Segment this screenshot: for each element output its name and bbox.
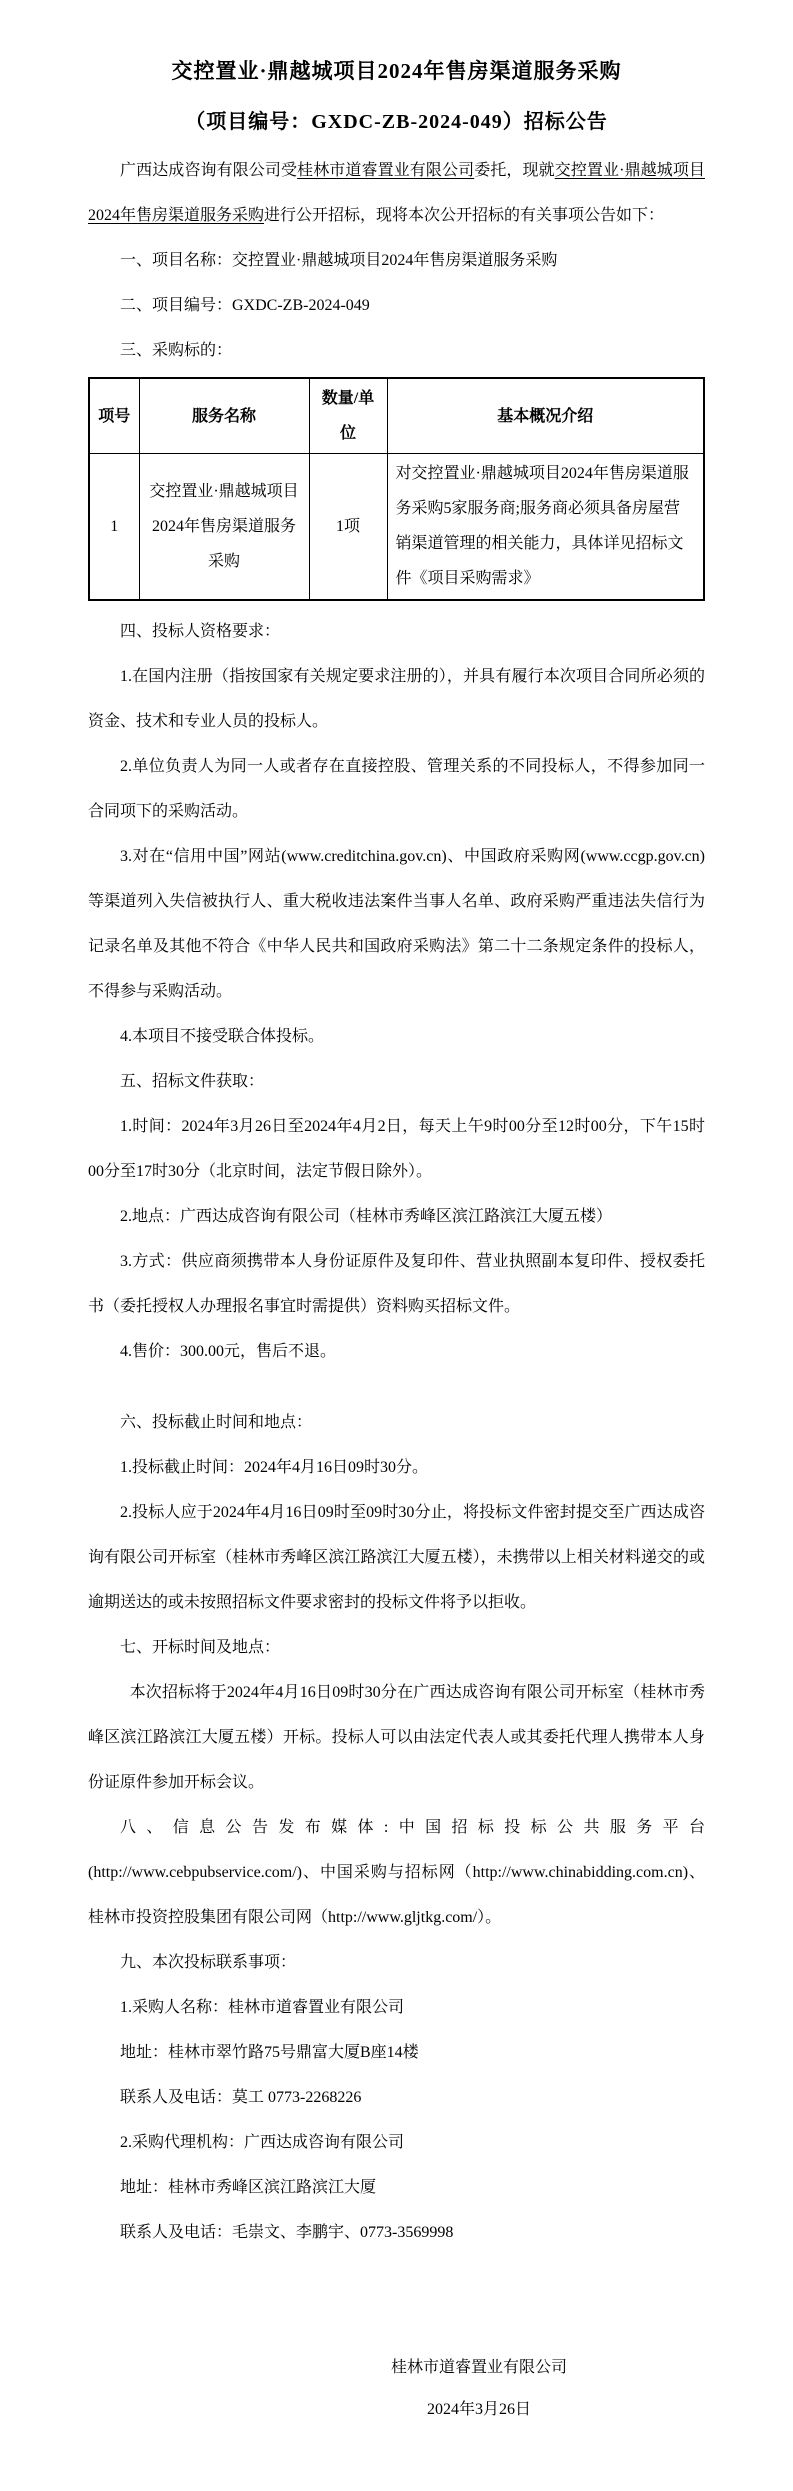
bid-submission-requirement: 2.投标人应于2024年4月16日09时至09时30分止，将投标文件密封提交至广西达成咨询有限公司开标室（桂林市秀峰区滨江路滨江大厦五楼），未携带以上相关材料递交的或逾期送达的或未按照招标文件要求密封的投标文件将予以拒收。 [88,1503,705,1611]
document-obtain-time: 1.时间：2024年3月26日至2024年4月2日，每天上午9时00分至12时00分，下午15时00分至17时30分（北京时间，法定节假日除外）。 [88,1117,705,1180]
doc-subtitle: （项目编号：GXDC-ZB-2024-049）招标公告 [185,111,608,133]
table-header-quantity: 数量/单位 [309,378,387,454]
qualification-item-4: 4.本项目不接受联合体投标。 [120,1027,325,1045]
bid-opening-paragraph: 本次招标将于2024年4月16日09时30分在广西达成咨询有限公司开标室（桂林市秀峰区滨江路滨江大厦五楼）开标。投标人可以由法定代表人或其委托代理人携带本人身份证原件参加开标会议。 [88,1683,705,1791]
purchaser-name: 1.采购人名称：桂林市道睿置业有限公司 [120,1998,405,2016]
signature-date: 2024年3月26日 [426,2400,531,2418]
section-1-project-name: 一、项目名称：交控置业·鼎越城项目2024年售房渠道服务采购 [120,252,558,269]
section-8-media: 八、信息公告发布媒体:中国招标投标公共服务平台(http://www.cebpubservice.com/)、中国采购与招标网（http://www.chinabidding.com.cn)、桂林市投资控股集团有限公司网（http://www.gljtkg.com/）。 [88,1818,705,1926]
intro-underline-client: 桂林市道睿置业有限公司 [297,162,475,179]
agency-address: 地址：桂林市秀峰区滨江路滨江大厦 [120,2178,377,2196]
cell-quantity: 1项 [309,454,387,600]
cell-item-no: 1 [89,454,139,600]
cell-service-name: 交控置业·鼎越城项目2024年售房渠道服务采购 [139,454,309,600]
table-header-item-no: 项号 [89,378,139,454]
purchaser-contact: 联系人及电话：莫工 0773-2268226 [120,2088,362,2106]
section-4-heading: 四、投标人资格要求： [120,622,281,640]
agency-contact: 联系人及电话：毛崇文、李鹏宇、0773-3569998 [120,2223,454,2241]
qualification-item-2: 2.单位负责人为同一人或者存在直接控股、管理关系的不同投标人，不得参加同一合同项下的采购活动。 [88,757,705,820]
procurement-subject-table [88,377,705,601]
document-obtain-price: 4.售价：300.00元，售后不退。 [120,1342,337,1360]
bid-deadline-time: 1.投标截止时间：2024年4月16日09时30分。 [120,1458,429,1476]
signature-company: 桂林市道睿置业有限公司 [390,2358,567,2376]
section-9-heading: 九、本次投标联系事项： [120,1953,297,1971]
section-7-heading: 七、开标时间及地点： [120,1638,281,1656]
intro-paragraph [88,148,705,238]
qualification-item-3: 3.对在“信用中国”网站(www.creditchina.gov.cn)、中国政府采购网(www.ccgp.gov.cn)等渠道列入失信被执行人、重大税收违法案件当事人名单、政府采购严重违法失信行为记录名单及其他不符合《中华人民共和国政府采购法》第二十二条规定条件的投标人，不得参与采购活动。 [88,847,705,1000]
agency-name: 2.采购代理机构：广西达成咨询有限公司 [120,2133,405,2151]
table-header-row [89,378,704,454]
section-3-subject: 三、采购标的： [120,342,233,359]
purchaser-address: 地址：桂林市翠竹路75号鼎富大厦B座14楼 [120,2043,419,2061]
signature-block [391,2347,567,2431]
intro-text-3: 进行公开招标，现将本次公开招标的有关事项公告如下： [264,207,665,224]
doc-title: 交控置业·鼎越城项目2024年售房渠道服务采购 [171,59,622,83]
intro-underline-project: 交控置业·鼎越城项目2024年售房渠道服务采购 [88,162,705,224]
document-obtain-method: 3.方式：供应商须携带本人身份证原件及复印件、营业执照副本复印件、授权委托书（委托授权人办理报名事宜时需提供）资料购买招标文件。 [88,1252,705,1315]
table-row [89,454,704,600]
section-5-heading: 五、招标文件获取： [120,1072,265,1090]
cell-overview: 对交控置业·鼎越城项目2024年售房渠道服务采购5家服务商;服务商必须具备房屋营销渠道管理的相关能力，具体详见招标文件《项目采购需求》 [387,454,704,600]
table-header-service-name: 服务名称 [139,378,309,454]
section-2-project-number: 二、项目编号：GXDC-ZB-2024-049 [120,297,370,314]
qualification-item-1: 1.在国内注册（指按国家有关规定要求注册的），并具有履行本次项目合同所必须的资金、技术和专业人员的投标人。 [88,667,705,730]
document-obtain-place: 2.地点：广西达成咨询有限公司（桂林市秀峰区滨江路滨江大厦五楼） [120,1207,613,1225]
section-6-heading: 六、投标截止时间和地点： [120,1413,313,1431]
intro-text-1: 广西达成咨询有限公司受 [120,162,298,179]
intro-text-2: 委托，现就 [474,162,555,179]
table-header-overview: 基本概况介绍 [387,378,704,454]
